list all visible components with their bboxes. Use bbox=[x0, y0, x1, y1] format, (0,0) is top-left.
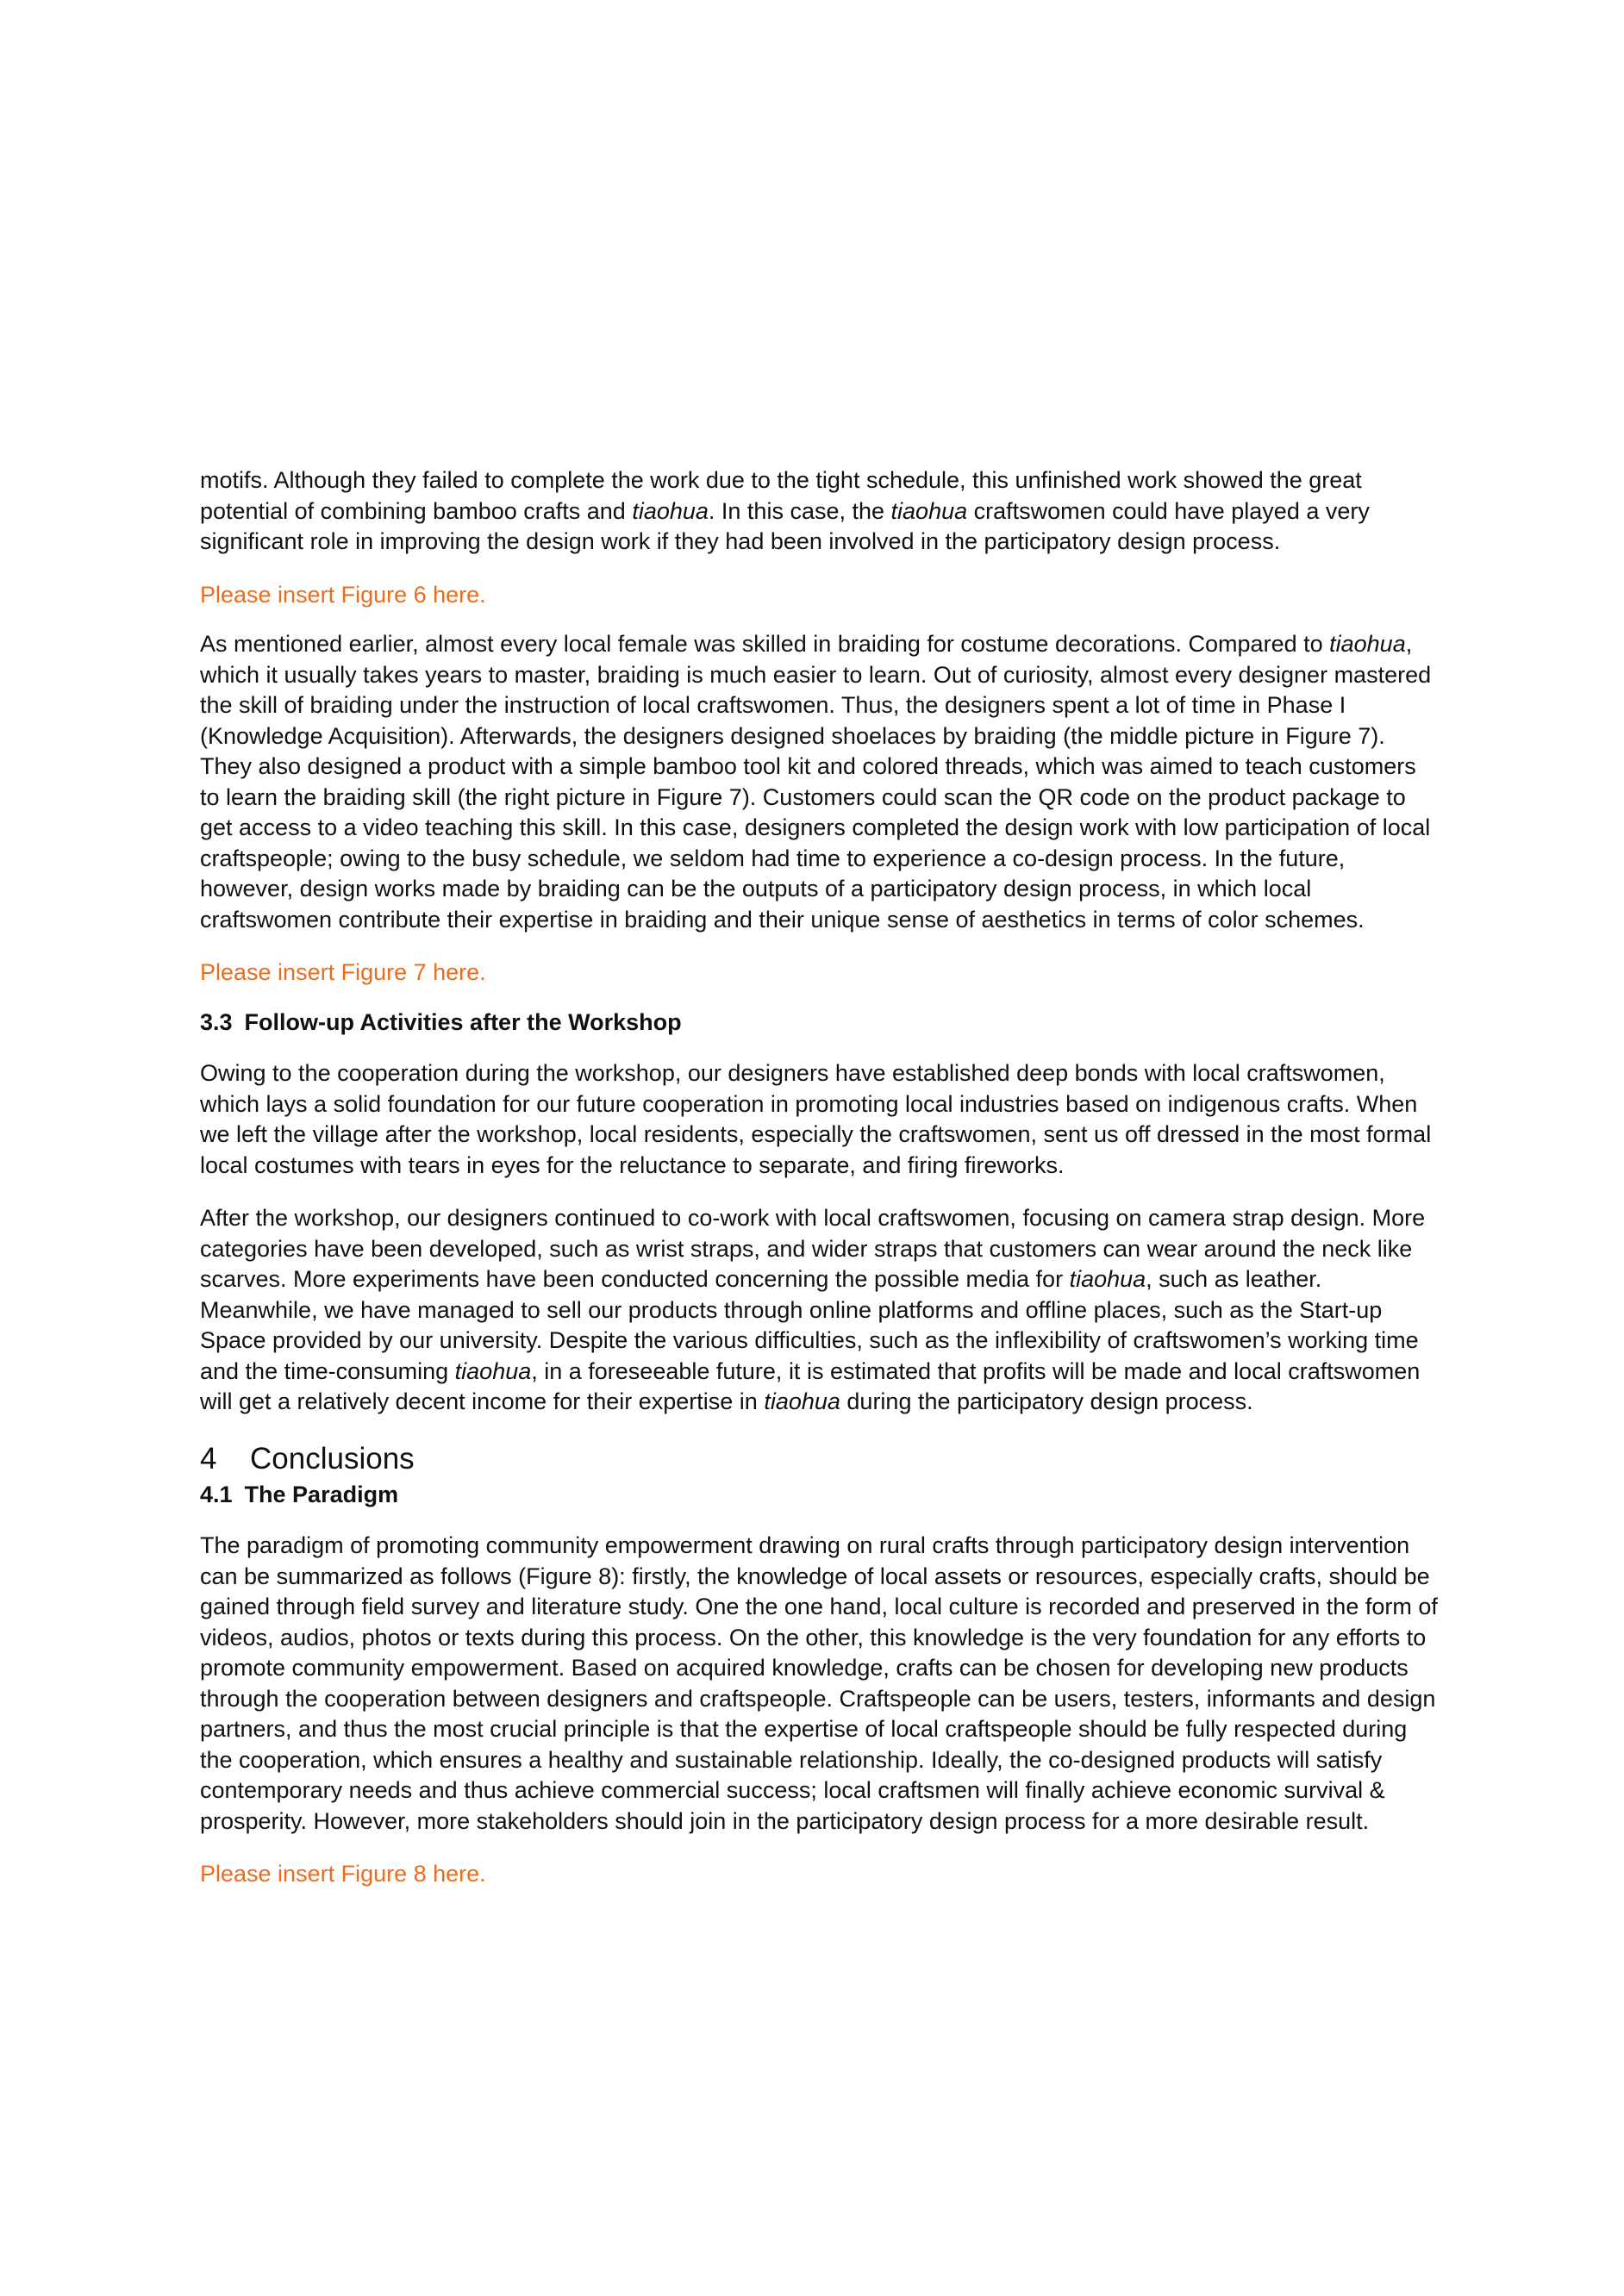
section-3-3-heading bbox=[200, 1008, 1441, 1039]
section-title: Conclusions bbox=[250, 1441, 415, 1476]
figure-8-placeholder: Please insert Figure 8 here. bbox=[200, 1861, 486, 1887]
paragraph-2: As mentioned earlier, almost every local female was skilled in braiding for costume decorations. Compared to tiaohua, which it usually takes years to master, braiding is much easier to learn. Out of curiosity, almost every designer mastered the skill of braiding under the instruction of local craftswomen. Thus, the designers spent a lot of time in Phase I (Knowledge Acquisition). Afterwards, the designers designed shoelaces by braiding (the middle picture in Figure 7). They also designed a product with a simple bamboo tool kit and colored threads, which was aimed to teach customers to learn the braiding skill (the right picture in Figure 7). Customers could scan the QR code on the product package to get access to a video teaching this skill. In this case, designers completed the design work with low participation of local craftspeople; owing to the busy schedule, we seldom had time to experience a co-design process. In the future, however, design works made by braiding can be the outputs of a participatory design process, in which local craftswomen contribute their expertise in braiding and their unique sense of aesthetics in terms of color schemes. bbox=[200, 631, 1432, 933]
section-number: 3.3 bbox=[200, 1008, 233, 1035]
paragraph-3: Owing to the cooperation during the workshop, our designers have established deep bonds with local craftswomen, which lays a solid foundation for our future cooperation in promoting local industries based on indigenous crafts. When we left the village after the workshop, local residents, especially the craftswomen, sent us off dressed in the most formal local costumes with tears in eyes for the reluctance to separate, and firing fireworks. bbox=[200, 1060, 1432, 1178]
section-title: The Paradigm bbox=[244, 1481, 399, 1507]
section-number: 4.1 bbox=[200, 1481, 233, 1507]
paragraph-1: motifs. Although they failed to complete the work due to the tight schedule, this unfinished work showed the great potential of combining bamboo crafts and tiaohua. In this case, the tiaohua craftswomen could have played a very significant role in improving the design work if they had been involved in the participatory design process. bbox=[200, 467, 1370, 554]
section-4-heading bbox=[200, 1442, 1441, 1476]
document-page bbox=[200, 465, 1441, 1909]
paragraph-4: After the workshop, our designers continued to co-work with local craftswomen, focusing on camera strap design. More categories have been developed, such as wrist straps, and wider straps that customers can wear around the neck like scarves. More experiments have been conducted concerning the possible media for tiaohua, such as leather. Meanwhile, we have managed to sell our products through online platforms and offline places, such as the Start-up Space provided by our university. Despite the various difficulties, such as the inflexibility of craftswomen’s working time and the time-consuming tiaohua, in a foreseeable future, it is estimated that profits will be made and local craftswomen will get a relatively decent income for their expertise in tiaohua during the participatory design process. bbox=[200, 1205, 1426, 1414]
figure-6-placeholder: Please insert Figure 6 here. bbox=[200, 581, 486, 608]
section-4-1-heading bbox=[200, 1480, 1441, 1511]
figure-7-placeholder: Please insert Figure 7 here. bbox=[200, 959, 486, 985]
section-number: 4 bbox=[200, 1441, 217, 1476]
section-title: Follow-up Activities after the Workshop bbox=[244, 1008, 682, 1035]
paragraph-5: The paradigm of promoting community empowerment drawing on rural crafts through participatory design intervention can be summarized as follows (Figure 8): firstly, the knowledge of local assets or resources, especially crafts, should be gained through field survey and literature study. One the one hand, local culture is recorded and preserved in the form of videos, audios, photos or texts during this process. On the other, this knowledge is the very foundation for any efforts to promote community empowerment. Based on acquired knowledge, crafts can be chosen for developing new products through the cooperation between designers and craftspeople. Craftspeople can be users, testers, informants and design partners, and thus the most crucial principle is that the expertise of local craftspeople should be fully respected during the cooperation, which ensures a healthy and sustainable relationship. Ideally, the co-designed products will satisfy contemporary needs and thus achieve commercial success; local craftsmen will finally achieve economic survival & prosperity. However, more stakeholders should join in the participatory design process for a more desirable result. bbox=[200, 1532, 1438, 1834]
